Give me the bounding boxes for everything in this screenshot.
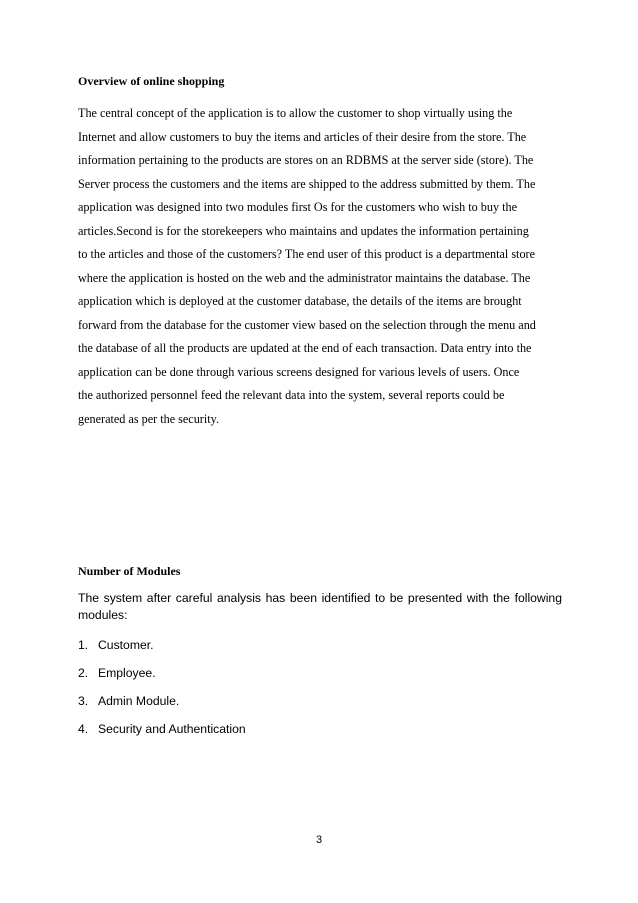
module-list-item xyxy=(78,665,246,693)
overview-line: The central concept of the application is to allow the customer to shop virtually using the xyxy=(78,106,513,120)
module-label: Customer. xyxy=(98,638,154,652)
module-list xyxy=(78,637,246,749)
overview-line: application which is deployed at the customer database, the details of the items are brought xyxy=(78,294,522,308)
overview-paragraph xyxy=(78,104,568,433)
list-number: 3. xyxy=(78,694,89,708)
overview-line: the database of all the products are updated at the end of each transaction. Data entry into the xyxy=(78,341,532,355)
overview-line: application was designed into two modules first Os for the customers who wish to buy the xyxy=(78,200,518,214)
modules-heading: Number of Modules xyxy=(78,564,181,578)
list-number: 1. xyxy=(78,638,89,652)
list-number: 4. xyxy=(78,722,89,736)
module-list-item xyxy=(78,693,246,721)
list-number: 2. xyxy=(78,666,89,680)
module-list-item xyxy=(78,637,246,665)
page-number: 3 xyxy=(315,834,323,846)
overview-line: the authorized personnel feed the relevant data into the system, several reports could be xyxy=(78,388,505,402)
overview-line: Server process the customers and the items are shipped to the address submitted by them. The xyxy=(78,176,536,191)
module-label: Admin Module. xyxy=(98,694,180,708)
overview-line: application can be done through various screens designed for various levels of users. Once xyxy=(78,364,520,379)
overview-line: Internet and allow customers to buy the items and articles of their desire from the store. The xyxy=(78,129,527,144)
overview-line: generated as per the security. xyxy=(78,411,219,426)
overview-line: information pertaining to the products are stores on an RDBMS at the server side (store). The xyxy=(78,153,534,167)
module-label: Employee. xyxy=(98,666,156,680)
modules-intro-paragraph: The system after careful analysis has been identified to be presented with the following modules: xyxy=(78,591,562,622)
overview-line: where the application is hosted on the web and the administrator maintains the database. The xyxy=(78,270,531,285)
overview-line: forward from the database for the customer view based on the selection through the menu and xyxy=(78,317,536,332)
module-label: Security and Authentication xyxy=(98,722,246,736)
overview-line: to the articles and those of the customers? The end user of this product is a departmental store xyxy=(78,247,536,261)
overview-heading: Overview of online shopping xyxy=(78,74,225,88)
overview-line: articles.Second is for the storekeepers who maintains and updates the information pertaining xyxy=(78,223,529,238)
module-list-item xyxy=(78,721,246,749)
